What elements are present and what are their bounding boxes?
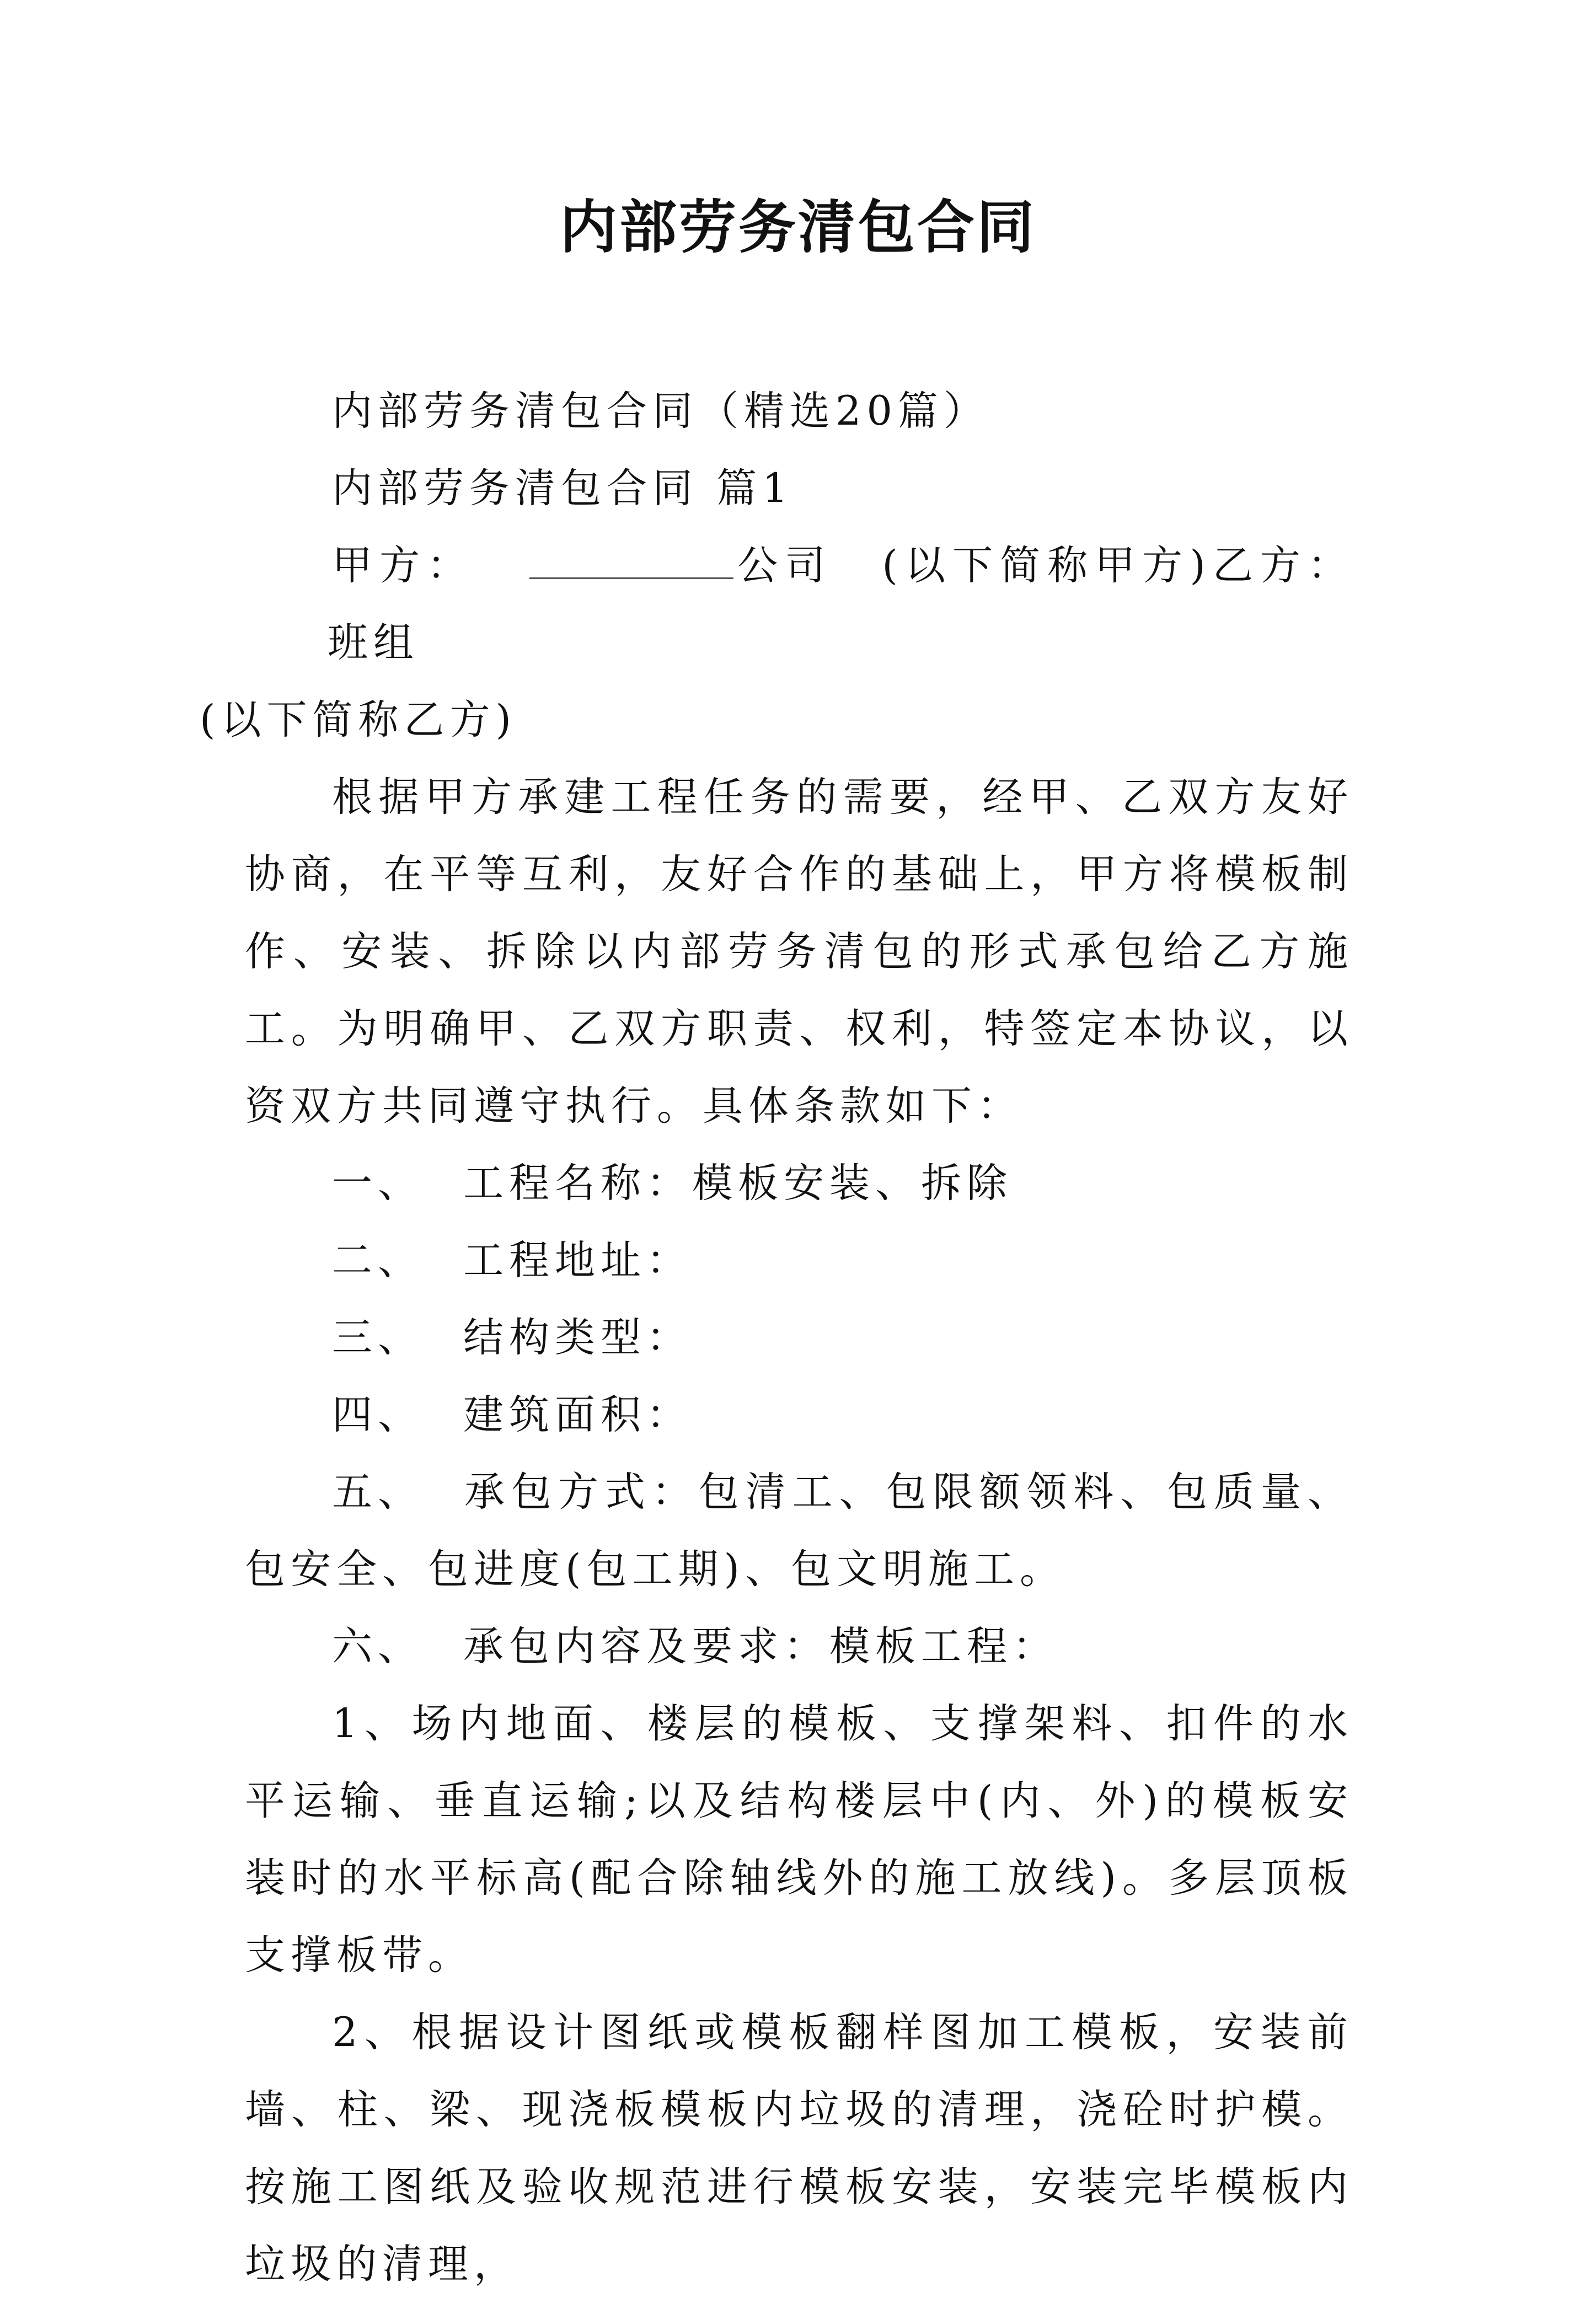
item-5 bbox=[245, 1454, 1353, 1608]
document-title: 内部劳务清包合同 bbox=[559, 193, 1036, 261]
item-text: 承包内容及要求：模板工程： bbox=[463, 1623, 1058, 1670]
party-a-label: 甲方： bbox=[332, 542, 475, 589]
party-b-group: 班组 bbox=[328, 619, 419, 666]
item-4 bbox=[245, 1377, 1353, 1454]
clause-2: 2、根据设计图纸或模板翻样图加工模板，安装前墙、柱、梁、现浇板模板内垃圾的清理，浇砼时护模。按施工图纸及验收规范进行模板安装，安装完毕模板内垃圾的清理， bbox=[245, 2009, 1353, 2288]
item-number: 三、 bbox=[332, 1314, 424, 1361]
item-6 bbox=[245, 1608, 1353, 1685]
party-a-alias: (以下简称甲方) bbox=[882, 542, 1211, 589]
item-number: 二、 bbox=[332, 1237, 424, 1284]
document-body bbox=[200, 373, 1354, 2303]
item-3 bbox=[245, 1299, 1353, 1377]
item-text: 工程地址： bbox=[463, 1237, 692, 1284]
item-number: 六、 bbox=[332, 1623, 424, 1670]
item-text: 结构类型： bbox=[463, 1314, 692, 1361]
item-2 bbox=[245, 1222, 1353, 1299]
item-1 bbox=[245, 1145, 1353, 1222]
intro-paragraph: 根据甲方承建工程任务的需要，经甲、乙双方友好协商，在平等互利，友好合作的基础上，甲方将模板制作、安装、拆除以内部劳务清包的形式承包给乙方施工。为明确甲、乙双方职责、权利，特签定本协议，以资双方共同遵守执行。具体条款如下： bbox=[245, 774, 1353, 1129]
item-text: 工程名称：模板安装、拆除 bbox=[463, 1160, 1013, 1207]
section-heading: 内部劳务清包合同 篇1 bbox=[332, 465, 794, 512]
item-text: 建筑面积： bbox=[463, 1391, 692, 1438]
party-b-alias: (以下简称乙方) bbox=[200, 697, 517, 743]
item-number: 四、 bbox=[332, 1391, 424, 1438]
item-number: 五、 bbox=[332, 1469, 424, 1515]
item-number: 一、 bbox=[332, 1160, 424, 1207]
subtitle: 内部劳务清包合同（精选20篇） bbox=[332, 388, 989, 435]
clause-1: 1、场内地面、楼层的模板、支撑架料、扣件的水平运输、垂直运输;以及结构楼层中(内、外)的模板安装时的水平标高(配合除轴线外的施工放线)。多层顶板支撑板带。 bbox=[245, 1700, 1353, 1979]
item-text: 承包方式：包清工、包限额领料、包质量、包安全、包进度(包工期)、包文明施工。 bbox=[245, 1469, 1353, 1593]
party-a-blank bbox=[529, 544, 733, 579]
party-line bbox=[200, 527, 1354, 759]
party-b-label: 乙方： bbox=[1211, 542, 1354, 589]
party-a-company: 公司 bbox=[736, 542, 833, 589]
